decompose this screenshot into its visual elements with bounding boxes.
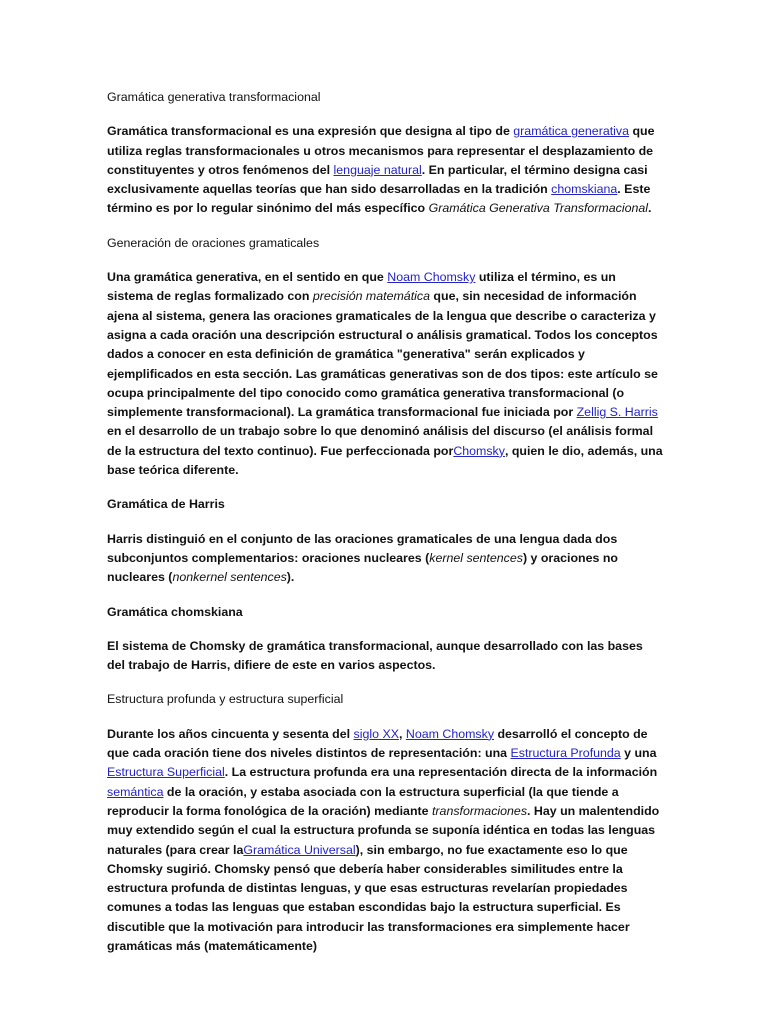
harris-text-1: Harris distinguió en el conjunto de las oraciones gramaticales de una lengua dada dos subconjuntos complementarios: oraciones nucleares ( xyxy=(107,531,618,565)
chomskiana-paragraph: El sistema de Chomsky de gramática transformacional, aunque desarrollado con las bases del trabajo de Harris, difiere de este en varios aspectos. xyxy=(107,638,643,673)
link-semantica[interactable]: semántica xyxy=(107,784,164,799)
document-title: Gramática generativa transformacional xyxy=(107,90,321,104)
gen-italic-precision: precisión matemática xyxy=(312,289,430,304)
intro-text-2: que utiliza reglas transformacionales u otros mecanismos para representar el desplazamiento de constituyentes y otros fenómenos del xyxy=(107,124,655,177)
section-heading-generacion: Generación de oraciones gramaticales xyxy=(107,235,320,250)
link-gramatica-generativa[interactable]: gramática generativa xyxy=(513,124,629,139)
harris-text-3: ). xyxy=(286,570,295,585)
harris-italic-nonkernel: nonkernel sentences xyxy=(172,570,287,585)
est-text-2: , xyxy=(399,726,406,741)
link-zellig-harris[interactable]: Zellig S. Harris xyxy=(576,405,658,420)
intro-text-5: . xyxy=(648,201,652,216)
harris-paragraph xyxy=(107,530,663,588)
est-text-1: Durante los años cincuenta y sesenta del xyxy=(107,726,354,741)
gen-text-5: , quien le dio, además, una base teórica diferente. xyxy=(107,443,663,478)
intro-term: Gramática transformacional xyxy=(107,124,272,139)
link-chomsky[interactable]: Chomsky xyxy=(453,443,505,458)
link-noam-chomsky[interactable]: Noam Chomsky xyxy=(387,270,476,285)
intro-italic-term: Gramática Generativa Transformacional xyxy=(428,201,649,216)
intro-text-3: . En particular, el término designa casi exclusivamente aquellas teorías que han sido desarrolladas en la tradición xyxy=(107,162,648,197)
link-lenguaje-natural[interactable]: lenguaje natural xyxy=(333,162,422,177)
estructura-paragraph xyxy=(107,725,663,957)
intro-paragraph xyxy=(107,122,663,218)
section-heading-estructura: Estructura profunda y estructura superficial xyxy=(107,692,344,707)
generacion-paragraph xyxy=(107,268,663,480)
gen-text-3: que, sin necesidad de información ajena al sistema, genera las oraciones gramaticales de la lengua que describe o caracteriza y asigna a cada oración una descripción estructural o análisis gramatical. Todos los conceptos dados a conocer en esta definición de gramática "generativa" serán explicados y ejemplificados en esta sección. Las gramáticas generativas son de dos tipos: este artículo se ocupa principalmente del tipo conocido como gramática generativa transformacional (o simplemente transformacional). La gramática transformacional fue iniciada por xyxy=(107,289,658,420)
est-text-7: . Hay un malentendido muy extendido según el cual la estructura profunda se suponía idéntica en todas las lenguas naturales (para crear la xyxy=(107,803,660,857)
document-page xyxy=(107,88,663,971)
link-estructura-superficial[interactable]: Estructura Superficial xyxy=(107,765,225,780)
link-gramatica-universal[interactable]: Gramática Universal xyxy=(243,842,356,857)
section-heading-harris: Gramática de Harris xyxy=(107,497,225,512)
harris-text-2: ) y oraciones no nucleares ( xyxy=(107,550,618,585)
link-chomskiana[interactable]: chomskiana xyxy=(551,182,618,197)
intro-text-4: . Este término es por lo regular sinónimo del más específico xyxy=(107,182,651,216)
est-italic-transformaciones: transformaciones xyxy=(431,803,528,818)
intro-text-1: es una expresión que designa al tipo de xyxy=(271,124,514,139)
est-text-3: desarrolló el concepto de que cada oración tiene dos niveles distintos de representación: una xyxy=(107,726,648,761)
section-heading-chomskiana: Gramática chomskiana xyxy=(107,604,243,619)
gen-text-4: en el desarrollo de un trabajo sobre lo que denominó análisis del discurso (el análisis formal de la estructura del texto continuo). Fue perfeccionada por xyxy=(107,424,654,458)
est-text-8: ), sin embargo, no fue exactamente eso lo que Chomsky sugirió. Chomsky pensó que debería haber considerables similitudes entre la estructura profunda de distintas lenguas, y que esas estructuras revelarían propiedades comunes a todas las lenguas que estaban escondidas bajo la estructura superficial. Es discutible que la motivación para introducir las transformaciones era simplemente hacer gramáticas más (matemáticamente) xyxy=(107,842,630,953)
gen-text-1: Una gramática generativa, en el sentido en que xyxy=(107,270,388,285)
est-text-4: y una xyxy=(620,746,657,761)
link-estructura-profunda[interactable]: Estructura Profunda xyxy=(510,746,621,761)
est-text-6: de la oración, y estaba asociada con la estructura superficial (la que tiende a reproducir la forma fonológica de la oración) mediante xyxy=(107,784,619,818)
harris-italic-kernel: kernel sentences xyxy=(429,550,523,565)
gen-text-2: utiliza el término, es un sistema de reglas formalizado con xyxy=(107,270,616,304)
link-noam-chomsky-2[interactable]: Noam Chomsky xyxy=(405,726,495,741)
est-text-5: . La estructura profunda era una representación directa de la información xyxy=(224,765,658,780)
link-siglo-xx[interactable]: siglo XX xyxy=(353,726,399,741)
